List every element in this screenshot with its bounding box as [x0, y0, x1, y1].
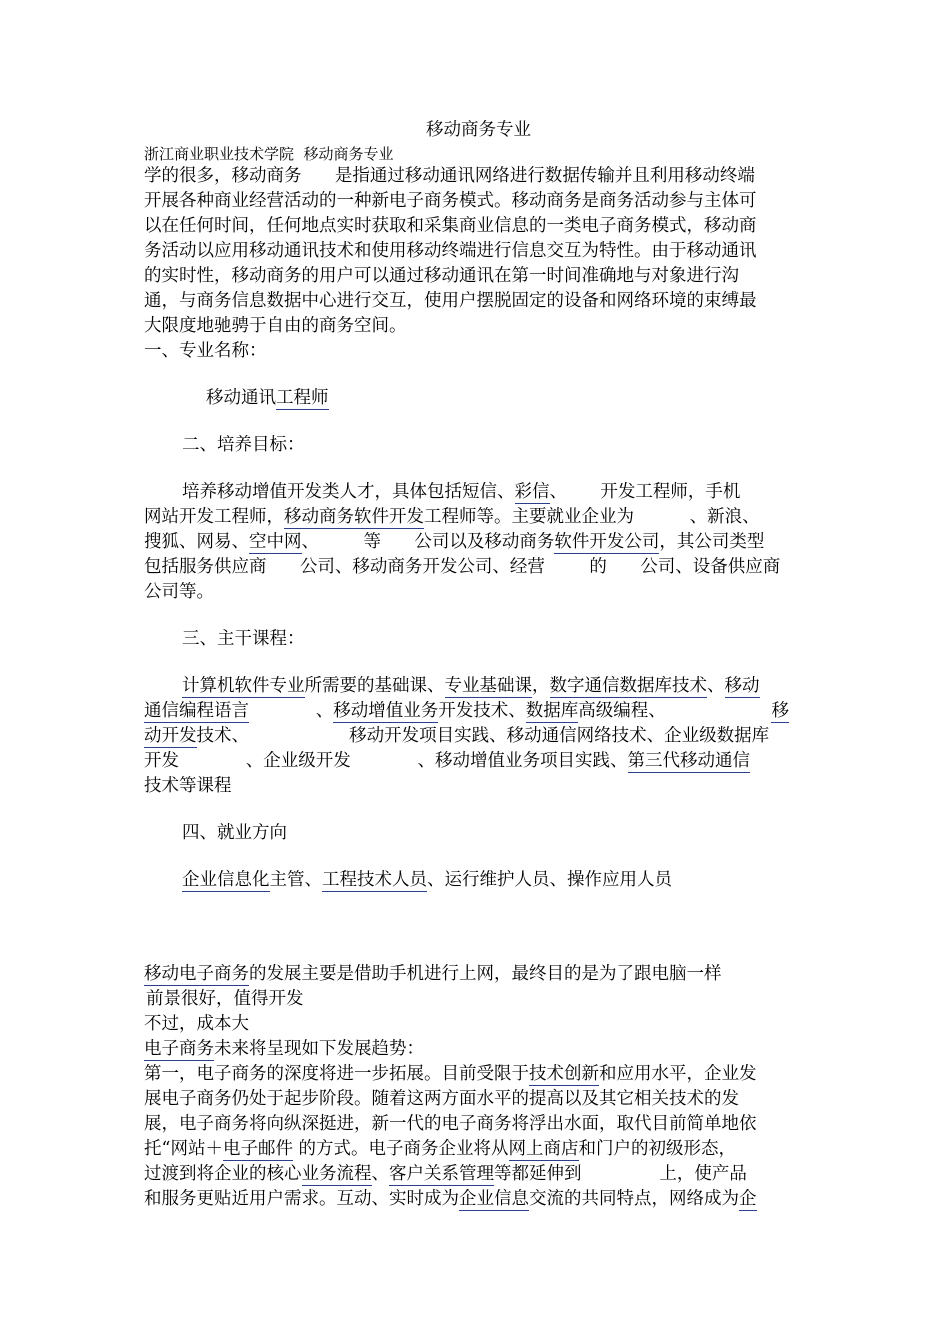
- intro-line: 的实时性，移动商务的用户可以通过移动通讯在第一时间准确地与对象进行沟: [144, 266, 739, 286]
- trend-line: 前景很好，值得开发: [146, 989, 304, 1009]
- intro-line: 学的很多，移动商务 是指通过移动通讯网络进行数据传输并且利用移动终端: [144, 166, 755, 186]
- doc-subtitle: 浙江商业职业技术学院 移动商务专业: [144, 145, 394, 163]
- link-mobile-commerce-software[interactable]: 移动商务软件开发: [284, 507, 424, 527]
- link-mobile-ecommerce[interactable]: 移动电子商务: [144, 964, 249, 984]
- link-programming-language[interactable]: 通信编程语言: [144, 701, 249, 721]
- text: 网站开发工程师，: [144, 507, 284, 527]
- link-database[interactable]: 数据库: [525, 701, 579, 721]
- section-heading-major: 一、专业名称：: [144, 341, 267, 361]
- text: 、 等 公司以及移动商务: [301, 532, 555, 552]
- intro-line: 开展各种商业经营活动的一种新电子商务模式。移动商务是商务活动参与主体可: [144, 191, 757, 211]
- doc-title: 移动商务专业: [426, 120, 531, 140]
- link-email[interactable]: 电子邮件: [222, 1139, 293, 1159]
- link-crm[interactable]: 客户关系管理: [389, 1164, 494, 1184]
- text: ，其公司类型: [659, 532, 765, 552]
- goal-line: [144, 505, 760, 529]
- courses-line: [144, 749, 750, 773]
- intro-line: 通，与商务信息数据中心进行交互，使用户摆脱固定的设备和网络环境的束缚最: [144, 291, 757, 311]
- link-basic-courses[interactable]: 专业基础课: [444, 676, 532, 696]
- trend-line: 展，电子商务将向纵深挺进，新一代的电子商务将浮出水面，取代目前简单地依: [144, 1114, 757, 1134]
- jobs-line: [182, 868, 672, 892]
- link-tech-innovation[interactable]: 技术创新: [529, 1064, 599, 1084]
- link-ecommerce[interactable]: 电子商务: [144, 1039, 214, 1059]
- text: 、: [707, 676, 725, 696]
- link-engineering-staff[interactable]: 工程技术人员: [322, 870, 427, 890]
- link-mobile-dev[interactable]: 移: [771, 701, 789, 721]
- link-kongzhong[interactable]: 空中网: [249, 532, 302, 552]
- text: 技术、 移动开发项目实践、移动通信网络技术、企业级数据库: [196, 726, 770, 746]
- link-engineer[interactable]: 工程师: [276, 388, 329, 408]
- goal-line: 包括服务供应商 公司、移动商务开发公司、经营 的 公司、设备供应商: [144, 557, 781, 577]
- text: 工程师等。主要就业企业为 、新浪、: [424, 507, 760, 527]
- link-software-company[interactable]: 软件开发公司: [554, 532, 660, 552]
- text: ，: [532, 676, 550, 696]
- text: 过渡到将企业的核心: [144, 1164, 302, 1184]
- link-enterprise-informatization[interactable]: 企业信息化: [182, 870, 270, 890]
- text: 培养移动增值开发类人才，具体包括短信、: [182, 482, 515, 502]
- text: 开发 、企业级开发 、移动增值业务项目实践、: [144, 751, 628, 771]
- link-software-major[interactable]: 计算机软件专业: [182, 676, 305, 696]
- intro-line: 大限度地驰骋于自由的商务空间。: [144, 316, 407, 336]
- text: 高级编程、: [578, 701, 772, 721]
- text: 未来将呈现如下发展趋势：: [214, 1039, 424, 1059]
- goal-line: [144, 530, 764, 554]
- text: 、: [371, 1164, 389, 1184]
- link-value-added-service[interactable]: 移动增值业务: [333, 701, 439, 721]
- link-database-tech[interactable]: 数字通信数据库技术: [549, 676, 707, 696]
- text: 的发展主要是借助手机进行上网，最终目的是为了跟电脑一样: [249, 964, 722, 984]
- section-heading-jobs: 四、就业方向: [182, 823, 287, 843]
- courses-line: 技术等课程: [144, 776, 232, 796]
- text: 交流的共同特点，网络成为: [529, 1189, 739, 1209]
- text: 所需要的基础课、: [304, 676, 445, 696]
- link-online-store[interactable]: 网上商店: [508, 1139, 579, 1159]
- link-business-process[interactable]: 业务流程: [301, 1164, 372, 1184]
- text: 和服务更贴近用户需求。互动、实时成为: [144, 1189, 459, 1209]
- text: 开发技术、: [438, 701, 526, 721]
- text: 、: [249, 701, 334, 721]
- text: 、 开发工程师，手机: [549, 482, 741, 502]
- intro-line: 以在任何时间，任何地点实时获取和采集商业信息的一类电子商务模式，移动商: [144, 216, 757, 236]
- link-3g[interactable]: 第三代移动通信: [627, 751, 751, 771]
- trend-line: 展电子商务仍处于起步阶段。随着这两方面水平的提高以及其它相关技术的发: [144, 1089, 739, 1109]
- goal-line: 公司等。: [144, 582, 214, 602]
- link-mms[interactable]: 彩信: [514, 482, 550, 502]
- courses-line: [144, 724, 769, 748]
- text: 主管、: [269, 870, 322, 890]
- intro-line: 务活动以应用移动通讯技术和使用移动终端进行信息交互为特性。由于移动通讯: [144, 241, 757, 261]
- trend-line: [144, 1187, 757, 1211]
- text: 托“网站＋: [144, 1139, 223, 1159]
- link-enterprise[interactable]: 企: [739, 1189, 757, 1209]
- trend-line: [144, 1162, 747, 1186]
- text: 、运行维护人员、操作应用人员: [427, 870, 672, 890]
- major-name: [206, 386, 329, 410]
- trend-line: [144, 962, 722, 986]
- text: 的方式。电子商务企业将从: [292, 1139, 509, 1159]
- link-mobile[interactable]: 移动: [724, 676, 760, 696]
- trend-line: 不过，成本大: [144, 1014, 249, 1034]
- link-mobile-dev-cont[interactable]: 动开发: [144, 726, 197, 746]
- goal-line: [182, 480, 740, 504]
- courses-line: [182, 674, 760, 698]
- section-heading-goal: 二、培养目标：: [182, 435, 305, 455]
- section-heading-courses: 三、主干课程：: [182, 629, 305, 649]
- text: 和门户的初级形态，: [578, 1139, 737, 1159]
- text: 和应用水平，企业发: [599, 1064, 757, 1084]
- trend-line: [144, 1037, 424, 1061]
- link-enterprise-info[interactable]: 企业信息: [459, 1189, 529, 1209]
- text: 第一，电子商务的深度将进一步拓展。目前受限于: [144, 1064, 529, 1084]
- text: 搜狐、网易、: [144, 532, 249, 552]
- trend-line: [144, 1062, 757, 1086]
- major-name-prefix: 移动通讯: [206, 388, 276, 408]
- trend-line: [144, 1137, 736, 1161]
- text: 等都延伸到 上，使产品: [494, 1164, 747, 1184]
- courses-line: [144, 699, 789, 723]
